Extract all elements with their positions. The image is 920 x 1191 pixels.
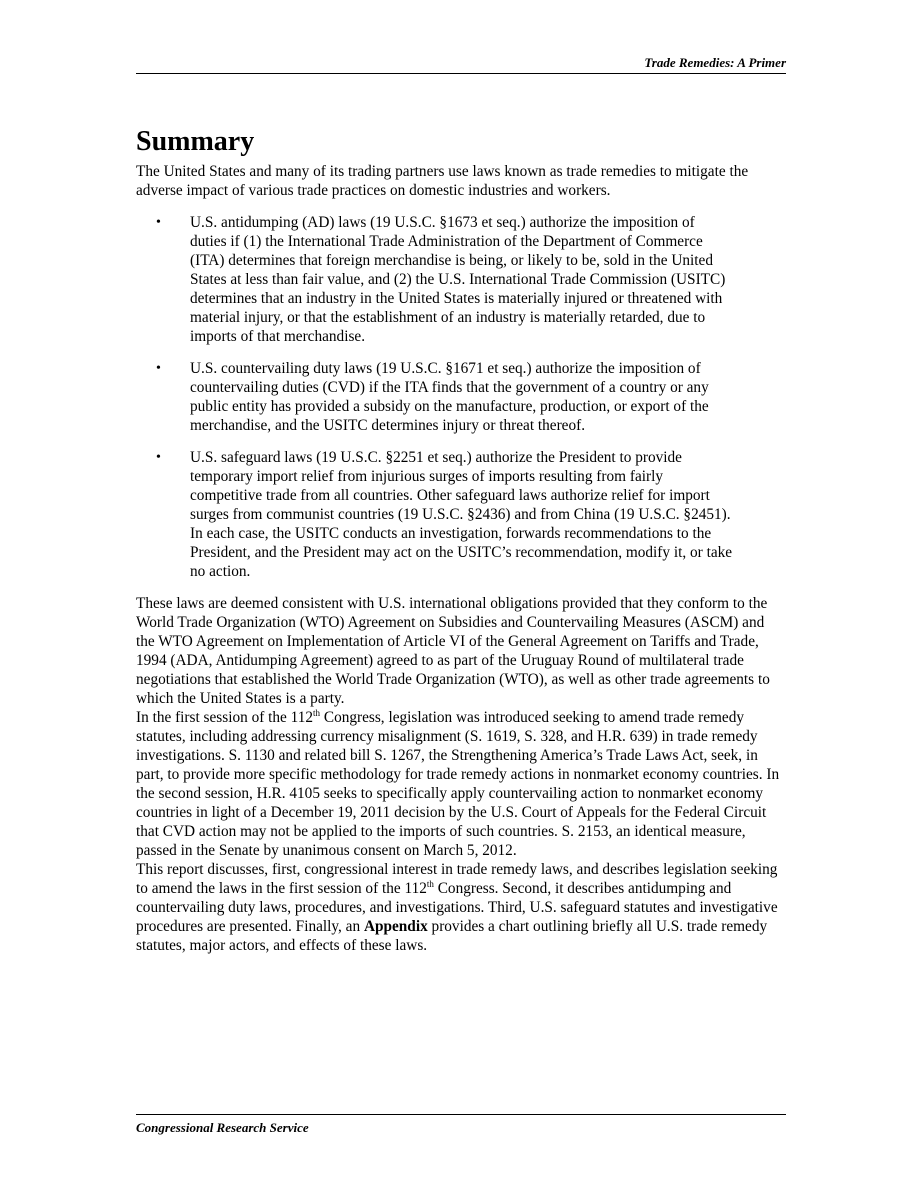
report-overview-paragraph bbox=[136, 860, 786, 955]
footer-divider bbox=[136, 1114, 786, 1115]
bullet-item-countervailing bbox=[136, 359, 734, 435]
bullet-item-antidumping bbox=[136, 213, 734, 346]
bullet-icon: • bbox=[156, 361, 161, 376]
ordinal-suffix: th bbox=[313, 707, 321, 718]
ordinal-suffix: th bbox=[426, 878, 434, 889]
running-footer: Congressional Research Service bbox=[136, 1120, 309, 1135]
running-header: Trade Remedies: A Primer bbox=[644, 55, 786, 70]
section-heading: Summary bbox=[136, 126, 255, 157]
appendix-reference: Appendix bbox=[363, 918, 428, 935]
bullet-text: U.S. antidumping (AD) laws (19 U.S.C. §1673 et seq.) authorize the imposition of duties if (1) the International Trade Administration of the Department of Commerce (ITA) determines that foreign merchandise is being, or likely to be, sold in the United States at less than fair value, and (2) the U.S. International Trade Commission (USITC) determines that an industry in the United States is materially injured or threatened with material injury, or that the establishment of an industry is materially retarded, due to imports of that merchandise. bbox=[190, 214, 726, 345]
consistency-paragraph: These laws are deemed consistent with U.S. international obligations provided that they conform to the World Trade Organization (WTO) Agreement on Subsidies and Countervailing Measures (ASCM) and the WTO Agreement on Implementation of Article VI of the General Agreement on Tariffs and Trade, 1994 (ADA, Antidumping Agreement) agreed to as part of the Uruguay Round of multilateral trade negotiations that established the World Trade Organization (WTO), as well as other trade agreements to which the United States is a party. bbox=[136, 595, 770, 707]
report-text-middle: Congress. Second, it describes antidumping and countervailing duty laws, procedures, and investigations. Third, U.S. safeguard statutes and investigative procedures are presented. Finally, an bbox=[136, 880, 778, 935]
bullet-text: U.S. countervailing duty laws (19 U.S.C. §1671 et seq.) authorize the imposition of countervailing duties (CVD) if the ITA finds that the government of a country or any public entity has provided a subsidy on the manufacture, production, or export of the merchandise, and the USITC determines injury or threat thereof. bbox=[190, 360, 709, 434]
report-text-end: provides a chart outlining briefly all U.S. trade remedy statutes, major actors, and effects of these laws. bbox=[136, 918, 768, 954]
bullet-item-safeguard bbox=[136, 448, 734, 581]
bullet-text: U.S. safeguard laws (19 U.S.C. §2251 et seq.) authorize the President to provide temporary import relief from injurious surges of imports resulting from fairly competitive trade from all countries. Other safeguard laws authorize relief for import surges from communist countries (19 U.S.C. §2436) and from China (19 U.S.C. §2451). In each case, the USITC conducts an investigation, forwards recommendations to the President, and the President may act on the USITC’s recommendation, modify it, or take no action. bbox=[190, 449, 733, 580]
report-text-start: This report discusses, first, congressional interest in trade remedy laws, and describes legislation seeking to amend the laws in the first session of the 112 bbox=[136, 861, 778, 897]
congress-paragraph bbox=[136, 708, 786, 860]
bullet-icon: • bbox=[156, 215, 161, 230]
congress-text-end: Congress, legislation was introduced seeking to amend trade remedy statutes, including addressing currency misalignment (S. 1619, S. 328, and H.R. 639) in trade remedy investigations. S. 1130 and related bill S. 1267, the Strengthening America’s Trade Laws Act, seek, in part, to provide more specific methodology for trade remedy actions in nonmarket economy countries. In the second session, H.R. 4105 seeks to specifically apply countervailing action to nonmarket economy countries in light of a December 19, 2011 decision by the U.S. Court of Appeals for the Federal Circuit that CVD action may not be applied to the imports of such countries. S. 2153, an identical measure, passed in the Senate by unanimous consent on March 5, 2012. bbox=[136, 709, 780, 859]
congress-text-start: In the first session of the 112 bbox=[136, 709, 314, 726]
page-content bbox=[136, 122, 786, 955]
header-divider bbox=[136, 73, 786, 74]
intro-paragraph: The United States and many of its trading partners use laws known as trade remedies to mitigate the adverse impact of various trade practices on domestic industries and workers. bbox=[136, 163, 749, 199]
bullet-list bbox=[136, 213, 786, 581]
bullet-icon: • bbox=[156, 450, 161, 465]
